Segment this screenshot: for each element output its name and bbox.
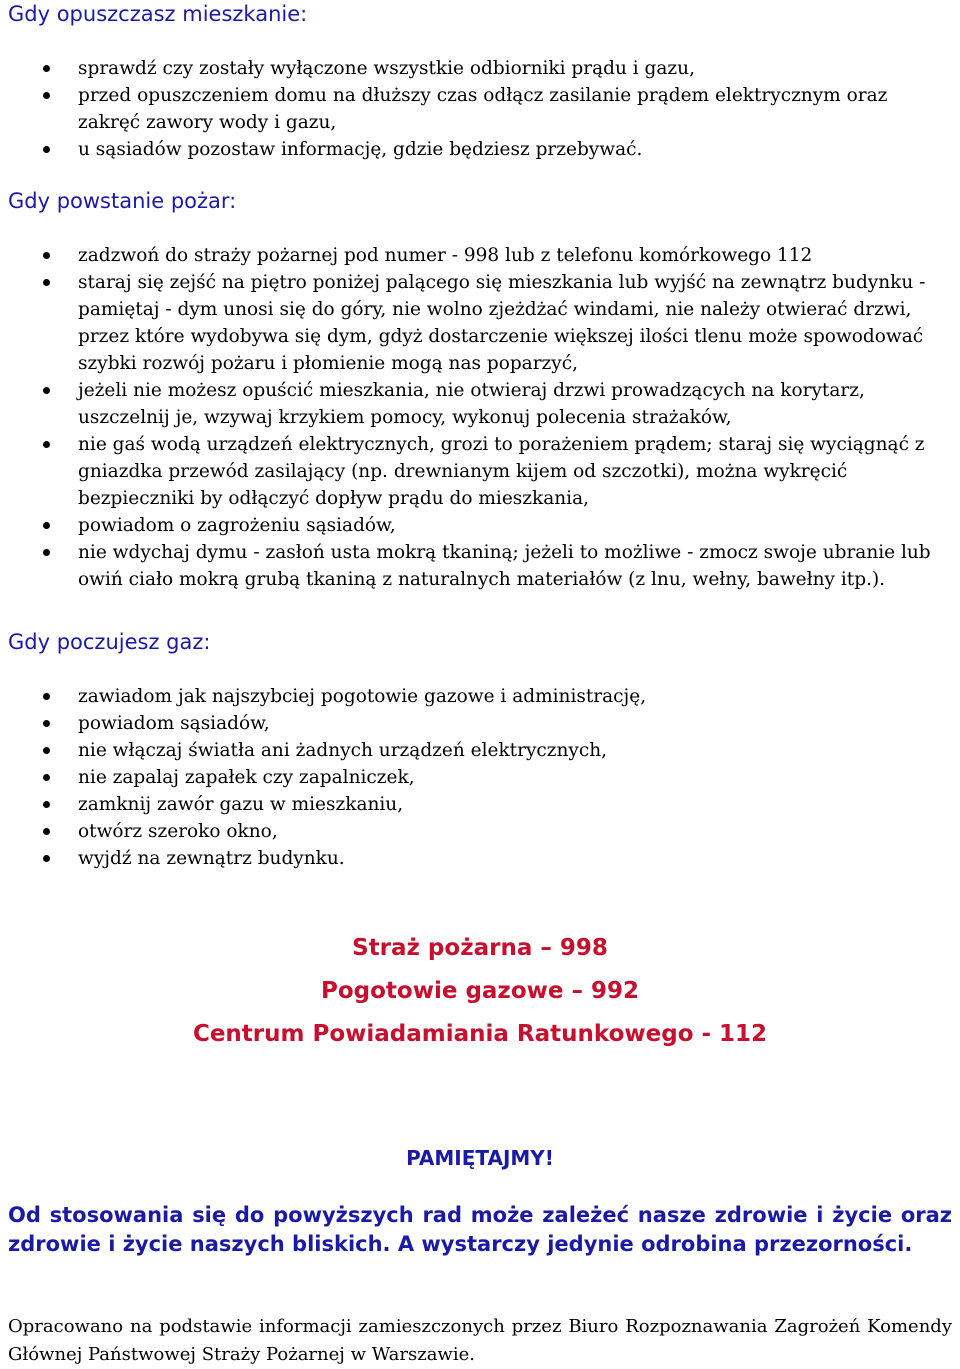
leaving-home-list <box>0 55 960 163</box>
list-item <box>0 269 960 377</box>
bullet-icon <box>43 279 50 286</box>
list-item-text: zawiadom jak najszybciej pogotowie gazowe i administrację, <box>78 686 647 707</box>
list-item <box>0 737 960 764</box>
list-item <box>0 82 960 136</box>
list-item <box>0 818 960 845</box>
bullet-icon <box>43 441 50 448</box>
list-item-text: staraj się zejść na piętro poniżej palącego się mieszkania lub wyjść na zewnątrz budynku - pamiętaj - dym unosi się do góry, nie wolno zjeżdżać windami, nie należy otwierać drzwi, przez które wydobywa się dym, gdyż dostarczenie większej ilości tlenu może spowodować szybki rozwój pożaru i płomienie mogą nas poparzyć, <box>78 272 926 374</box>
list-item-text: powiadom o zagrożeniu sąsiadów, <box>78 515 396 536</box>
list-item <box>0 539 960 593</box>
source-footer: Opracowano na podstawie informacji zamieszczonych przez Biuro Rozpoznawania Zagrożeń Komendy Głównej Państwowej Straży Pożarnej w Warszawie. <box>8 1316 952 1365</box>
list-item <box>0 710 960 737</box>
bullet-icon <box>43 252 50 259</box>
list-item-text: powiadom sąsiadów, <box>78 713 270 734</box>
list-item-text: nie wdychaj dymu - zasłoń usta mokrą tkaniną; jeżeli to możliwe - zmocz swoje ubranie lub owiń ciało mokrą grubą tkaniną z naturalnych materiałów (z lnu, wełny, bawełny itp.). <box>78 542 931 590</box>
bullet-icon <box>43 747 50 754</box>
bullet-icon <box>43 693 50 700</box>
section-heading-gas: Gdy poczujesz gaz: <box>8 630 211 654</box>
list-item <box>0 55 960 82</box>
list-item-text: zamknij zawór gazu w mieszkaniu, <box>78 794 404 815</box>
section-heading-leaving-home: Gdy opuszczasz mieszkanie: <box>8 2 308 26</box>
list-item <box>0 764 960 791</box>
list-item-text: u sąsiadów pozostaw informację, gdzie będziesz przebywać. <box>78 139 643 160</box>
remember-heading: PAMIĘTAJMY! <box>406 1146 554 1170</box>
list-item-text: otwórz szeroko okno, <box>78 821 278 842</box>
list-item <box>0 512 960 539</box>
bullet-icon <box>43 774 50 781</box>
list-item <box>0 845 960 872</box>
list-item-text: wyjdź na zewnątrz budynku. <box>78 848 345 869</box>
closing-statement: Od stosowania się do powyższych rad może zależeć nasze zdrowie i życie oraz zdrowie i życie naszych bliskich. A wystarczy jedynie odrobina przezorności. <box>8 1203 952 1256</box>
list-item-text: przed opuszczeniem domu na dłuższy czas odłącz zasilanie prądem elektrycznym oraz zakręć zawory wody i gazu, <box>78 85 888 133</box>
bullet-icon <box>43 65 50 72</box>
list-item-text: zadzwoń do straży pożarnej pod numer - 998 lub z telefonu komórkowego 112 <box>78 245 813 266</box>
bullet-icon <box>43 828 50 835</box>
bullet-icon <box>43 549 50 556</box>
bullet-icon <box>43 801 50 808</box>
list-item <box>0 791 960 818</box>
emergency-number-fire: Straż pożarna – 998 <box>352 935 608 961</box>
gas-list <box>0 683 960 872</box>
list-item-text: sprawdź czy zostały wyłączone wszystkie odbiorniki prądu i gazu, <box>78 58 695 79</box>
list-item <box>0 136 960 163</box>
list-item <box>0 377 960 431</box>
emergency-number-gas: Pogotowie gazowe – 992 <box>320 978 639 1004</box>
list-item <box>0 242 960 269</box>
list-item-text: nie gaś wodą urządzeń elektrycznych, grozi to porażeniem prądem; staraj się wyciągnąć z gniazdka przewód zasilający (np. drewnianym kijem od szczotki), można wykręcić bezpieczniki by odłączyć dopływ prądu do mieszkania, <box>78 434 925 509</box>
bullet-icon <box>43 720 50 727</box>
list-item-text: jeżeli nie możesz opuścić mieszkania, nie otwieraj drzwi prowadzących na korytarz, uszczelnij je, wzywaj krzykiem pomocy, wykonuj polecenia strażaków, <box>78 380 865 428</box>
list-item-text: nie włączaj światła ani żadnych urządzeń elektrycznych, <box>78 740 608 761</box>
section-heading-fire: Gdy powstanie pożar: <box>8 189 237 213</box>
list-item <box>0 683 960 710</box>
bullet-icon <box>43 387 50 394</box>
bullet-icon <box>43 522 50 529</box>
bullet-icon <box>43 855 50 862</box>
fire-list <box>0 242 960 593</box>
list-item <box>0 431 960 512</box>
emergency-number-rescue-center: Centrum Powiadamiania Ratunkowego - 112 <box>192 1021 768 1047</box>
list-item-text: nie zapalaj zapałek czy zapalniczek, <box>78 767 415 788</box>
bullet-icon <box>43 146 50 153</box>
bullet-icon <box>43 92 50 99</box>
